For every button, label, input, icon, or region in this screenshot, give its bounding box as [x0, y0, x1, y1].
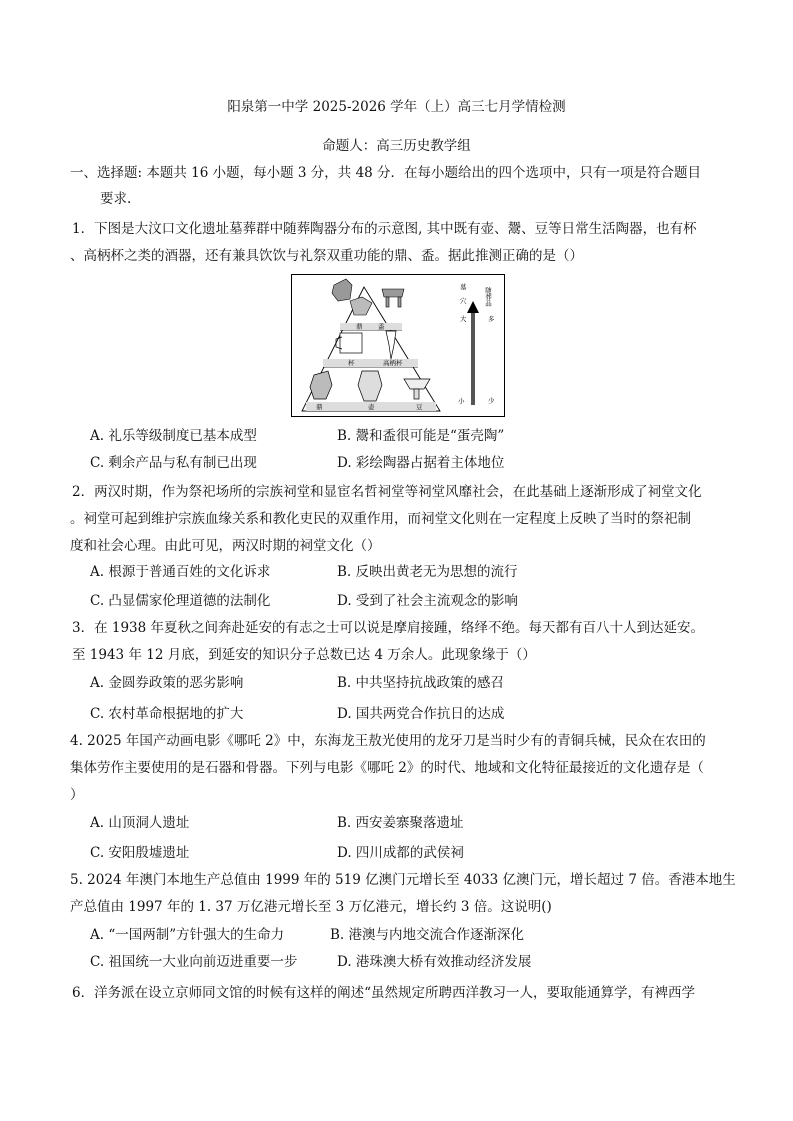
- label-hu: 壶: [368, 403, 375, 411]
- q5-option-c[interactable]: C. 祖国统一大业向前迈进重要一步: [90, 954, 298, 970]
- axis-left-bottom: 小: [458, 397, 465, 405]
- label-gaobingbei: 高柄杯: [383, 359, 403, 367]
- q1-option-a[interactable]: A. 礼乐等级制度已基本成型: [90, 428, 257, 444]
- question-4-line2: 集体劳作主要使用的是石器和骨器。下列与电影《哪吒 2》的时代、地域和文化特征最接近的文化遗存是（: [70, 760, 704, 776]
- q2-option-b[interactable]: B. 反映出黄老无为思想的流行: [337, 564, 518, 580]
- axis-left-2: 穴: [460, 297, 467, 305]
- pottery-distribution-figure: [291, 274, 505, 417]
- q3-option-c[interactable]: C. 农村革命根据地的扩大: [90, 706, 244, 722]
- arrow-shaft: [471, 313, 475, 405]
- q5-option-d[interactable]: D. 港珠澳大桥有效推动经济发展: [337, 954, 532, 970]
- q5-option-b[interactable]: B. 港澳与内地交流合作逐渐深化: [330, 927, 525, 943]
- question-3-line2: 至 1943 年 12 月底，到延安的知识分子总数已达 4 万余人。此现象缘于（）: [72, 647, 536, 663]
- section-instructions-line2: 要求.: [100, 191, 132, 207]
- q4-option-b[interactable]: B. 西安姜寨聚落遗址: [337, 815, 464, 831]
- question-5-line1: 5. 2024 年澳门本地生产总值由 1999 年的 519 亿澳门元增长至 4033 亿澳门元，增长超过 7 倍。香港本地生: [70, 872, 736, 888]
- axis-left-3: 大: [460, 315, 467, 323]
- label-dou: 豆: [416, 403, 423, 411]
- axis-left-1: 墓: [460, 283, 467, 291]
- page-title: 阳泉第一中学 2025-2026 学年（上）高三七月学情检测: [227, 99, 566, 115]
- question-2-line3: 度和社会心理。由此可见，两汉时期的祠堂文化（）: [70, 538, 381, 554]
- label-he-top: 盉: [378, 322, 385, 331]
- q4-option-a[interactable]: A. 山顶洞人遗址: [90, 815, 190, 831]
- question-4-line1: 4. 2025 年国产动画电影《哪吒 2》中，东海龙王敖光使用的龙牙刀是当时少有的青铜兵械，民众在农田的: [70, 733, 706, 749]
- q5-option-a[interactable]: A. “一国两制”方针强大的生命力: [90, 927, 285, 943]
- q2-option-c[interactable]: C. 凸显儒家伦理道德的法制化: [90, 593, 271, 609]
- question-6-line1: 6．洋务派在设立京师同文馆的时候有这样的阐述“虽然规定所聘西洋教习一人，要取能通算学，有裨西学: [72, 985, 695, 1001]
- label-bei: 杯: [348, 359, 355, 367]
- question-4-line3: ）: [70, 787, 84, 803]
- author-line: 命题人：高三历史教学组: [322, 138, 471, 154]
- question-1-line2: 、高柄杯之类的酒器，还有兼具饮饮与礼祭双重功能的鼎、盉。据此推测正确的是（）: [70, 248, 583, 264]
- q4-option-c[interactable]: C. 安阳殷墟遗址: [90, 845, 190, 861]
- question-3-line1: 3．在 1938 年夏秋之间奔赴延安的有志之士可以说是摩肩接踵，络绎不绝。每天都有百八十人到达延安。: [72, 620, 705, 636]
- question-1-line1: 1．下图是大汶口文化遗址墓葬群中随葬陶器分布的示意图, 其中既有壶、鬶、豆等日常生活陶器，也有杯: [72, 221, 697, 237]
- q2-option-a[interactable]: A. 根源于普通百姓的文化诉求: [90, 564, 271, 580]
- q3-option-a[interactable]: A. 金圆券政策的恶劣影响: [90, 675, 244, 691]
- label-ding-bottom: 鼎: [316, 403, 323, 411]
- q1-option-d[interactable]: D. 彩绘陶器占据着主体地位: [337, 455, 505, 471]
- arrow-head-icon: [467, 301, 479, 313]
- q3-option-b[interactable]: B. 中共坚持抗战政策的感召: [337, 675, 505, 691]
- axis-right-title: 随葬品: [484, 287, 492, 307]
- q4-option-d[interactable]: D. 四川成都的武侯祠: [337, 845, 464, 861]
- q1-option-b[interactable]: B. 鬶和盉很可能是“蛋壳陶”: [337, 428, 505, 444]
- question-2-line1: 2．两汉时期，作为祭祀场所的宗族祠堂和显宦名哲祠堂等祠堂风靡社会，在此基础上逐渐形成了祠堂文化: [72, 484, 702, 500]
- q1-option-c[interactable]: C. 剩余产品与私有制已出现: [90, 455, 257, 471]
- question-5-line2: 产总值由 1997 年的 1. 37 万亿港元增长至 3 万亿港元，增长约 3 倍。这说明(): [70, 899, 552, 915]
- q2-option-d[interactable]: D. 受到了社会主流观念的影响: [337, 593, 518, 609]
- question-2-line2: 。祠堂可起到维护宗族血缘关系和教化吏民的双重作用，而祠堂文化则在一定程度上反映了当时的祭祀制: [70, 511, 691, 527]
- axis-right-less: 少: [488, 397, 495, 405]
- axis-right-more: 多: [488, 315, 495, 323]
- q3-option-d[interactable]: D. 国共两党合作抗日的达成: [337, 706, 505, 722]
- label-ding-top: 鼎: [356, 322, 363, 331]
- section-instructions-line1: 一、选择题: 本题共 16 小题，每小题 3 分，共 48 分．在每小题给出的四个选项中，只有一项是符合题目: [70, 165, 702, 181]
